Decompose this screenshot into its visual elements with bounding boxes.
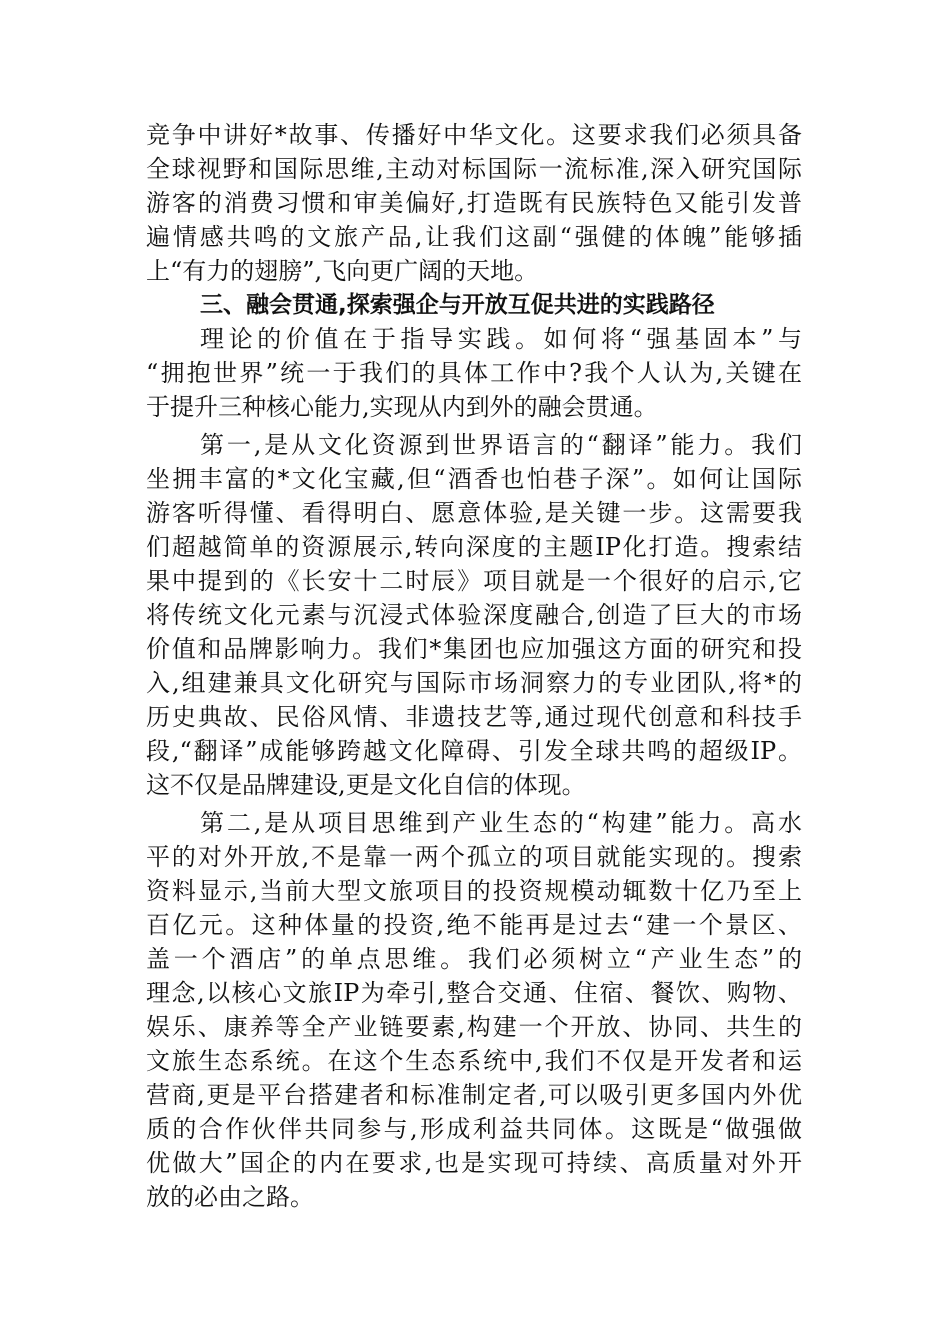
text-line: 段,“翻译”成能够跨越文化障碍、引发全球共鸣的超级IP。	[146, 737, 802, 765]
text-line: 优做大”国企的内在要求,也是实现可持续、高质量对外开	[146, 1149, 802, 1177]
text-line: 上“有力的翅膀”,飞向更广阔的天地。	[146, 257, 539, 285]
text-line: 文旅生态系统。在这个生态系统中,我们不仅是开发者和运	[146, 1047, 802, 1075]
text-line: 竞争中讲好*故事、传播好中华文化。这要求我们必须具备	[146, 121, 802, 149]
text-line: 将传统文化元素与沉浸式体验深度融合,创造了巨大的市场	[146, 601, 802, 629]
text-line: 平的对外开放,不是靠一两个孤立的项目就能实现的。搜索	[146, 843, 802, 871]
text-line: 质的合作伙伴共同参与,形成利益共同体。这既是“做强做	[146, 1115, 802, 1143]
text-line: 娱乐、康养等全产业链要素,构建一个开放、协同、共生的	[146, 1013, 802, 1041]
text-line: 第一,是从文化资源到世界语言的“翻译”能力。我们	[200, 431, 802, 459]
text-line: 理念,以核心文旅IP为牵引,整合交通、住宿、餐饮、购物、	[146, 979, 802, 1007]
text-line: 全球视野和国际思维,主动对标国际一流标准,深入研究国际	[146, 155, 802, 183]
text-line: 历史典故、民俗风情、非遗技艺等,通过现代创意和科技手	[146, 703, 802, 731]
text-line: 盖一个酒店”的单点思维。我们必须树立“产业生态”的	[146, 945, 802, 973]
text-line: 价值和品牌影响力。我们*集团也应加强这方面的研究和投	[146, 635, 802, 663]
text-line: 果中提到的《长安十二时辰》项目就是一个很好的启示,它	[146, 567, 802, 595]
text-line: 游客的消费习惯和审美偏好,打造既有民族特色又能引发普	[146, 189, 802, 217]
text-line: 遍情感共鸣的文旅产品,让我们这副“强健的体魄”能够插	[146, 223, 802, 251]
text-line: 们超越简单的资源展示,转向深度的主题IP化打造。搜索结	[146, 533, 802, 561]
text-line: 营商,更是平台搭建者和标准制定者,可以吸引更多国内外优	[146, 1081, 802, 1109]
text-line: 放的必由之路。	[146, 1183, 314, 1211]
text-line: 游客听得懂、看得明白、愿意体验,是关键一步。这需要我	[146, 499, 802, 527]
text-line: 于提升三种核心能力,实现从内到外的融会贯通。	[146, 393, 658, 421]
text-line: “拥抱世界”统一于我们的具体工作中?我个人认为,关键在	[146, 359, 802, 387]
text-line: 入,组建兼具文化研究与国际市场洞察力的专业团队,将*的	[146, 669, 802, 697]
text-line: 这不仅是品牌建设,更是文化自信的体现。	[146, 771, 586, 799]
text-line: 第二,是从项目思维到产业生态的“构建”能力。高水	[200, 809, 802, 837]
text-line: 百亿元。这种体量的投资,绝不能再是过去“建一个景区、	[146, 911, 802, 939]
text-line: 资料显示,当前大型文旅项目的投资规模动辄数十亿乃至上	[146, 877, 802, 905]
text-line: 坐拥丰富的*文化宝藏,但“酒香也怕巷子深”。如何让国际	[146, 465, 802, 493]
section-heading: 三、融会贯通,探索强企与开放互促共进的实践路径	[200, 292, 715, 318]
text-line: 理论的价值在于指导实践。如何将“强基固本”与	[200, 325, 802, 353]
